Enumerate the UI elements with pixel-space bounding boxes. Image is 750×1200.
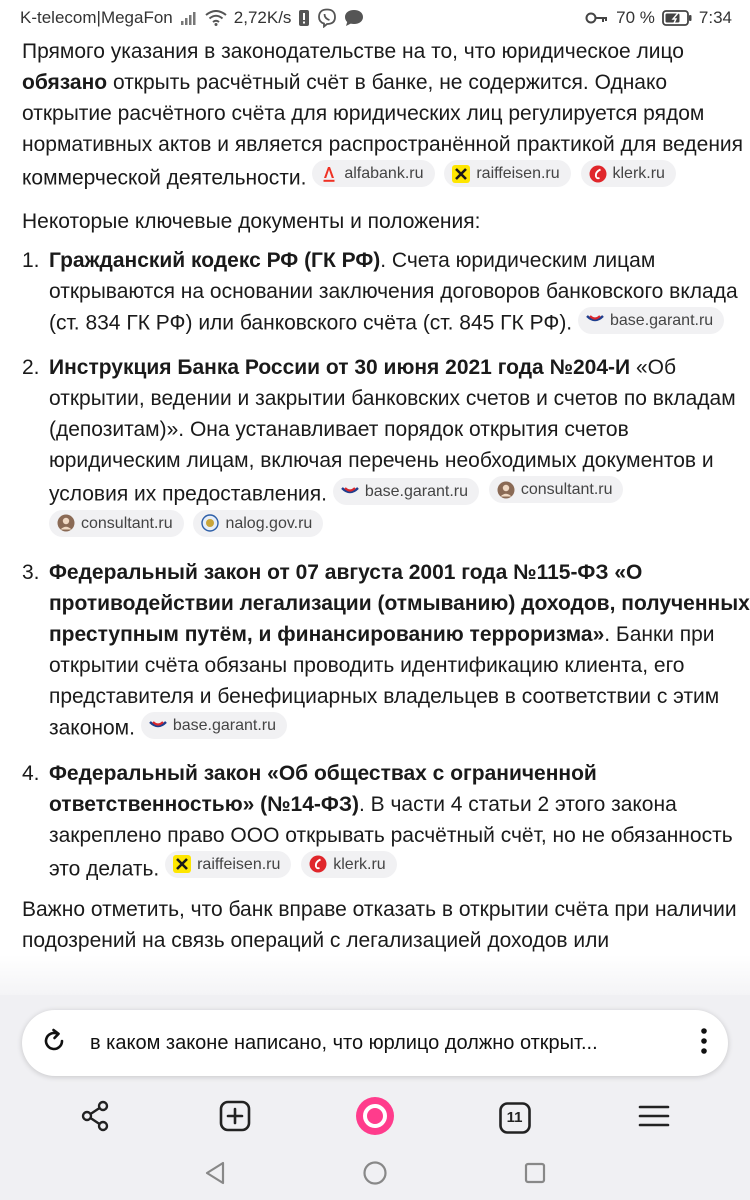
hamburger-icon bbox=[637, 1099, 671, 1138]
recents-button[interactable] bbox=[515, 1155, 555, 1195]
garant-icon bbox=[341, 483, 359, 501]
nalog-icon bbox=[201, 514, 219, 532]
query-text[interactable]: в каком законе написано, что юрлицо должно открыт... bbox=[90, 1031, 598, 1054]
source-chip-klerk[interactable]: klerk.ru bbox=[301, 851, 396, 878]
outro-paragraph: Важно отметить, что банк вправе отказать в открытии счёта при наличии подозрений на связь операций с легализацией доходов или bbox=[22, 898, 737, 952]
signal-icon bbox=[180, 10, 198, 26]
item-text: . Счета юридическим лицам открываются на основании заключения договоров банковского вклада (ст. 834 ГК РФ) или банковского счёта (ст. 845 ГК РФ). bbox=[49, 248, 738, 334]
source-chip-consultant[interactable]: consultant.ru bbox=[489, 476, 624, 503]
item-title: Гражданский кодекс РФ (ГК РФ) bbox=[49, 248, 381, 272]
source-chip-klerk[interactable]: klerk.ru bbox=[581, 160, 676, 187]
intro-text-1: Прямого указания в законодательстве на то, что юридическое лицо bbox=[22, 40, 684, 63]
key-icon bbox=[585, 11, 609, 25]
list-item bbox=[22, 758, 750, 885]
plus-square-icon bbox=[218, 1099, 252, 1138]
source-chip-garant[interactable]: base.garant.ru bbox=[141, 712, 287, 739]
documents-list bbox=[22, 245, 750, 885]
garant-icon bbox=[149, 717, 167, 735]
source-chip-garant[interactable]: base.garant.ru bbox=[578, 307, 724, 334]
alert-icon bbox=[298, 9, 310, 27]
source-chip-garant[interactable]: base.garant.ru bbox=[333, 478, 479, 505]
more-icon[interactable] bbox=[700, 1027, 708, 1060]
share-button[interactable] bbox=[66, 1088, 126, 1148]
intro-text-2: открыть расчётный счёт в банке, не содержится. Однако открытие расчётного счёта для юридических лиц регулируется рядом нормативных актов и является распространённой практикой для ведения коммерческой деятельности. bbox=[22, 71, 744, 190]
alice-button[interactable] bbox=[345, 1088, 405, 1148]
klerk-icon bbox=[309, 855, 327, 873]
alice-icon bbox=[354, 1095, 396, 1142]
raiffeisen-icon bbox=[452, 165, 470, 183]
status-bar bbox=[0, 0, 750, 36]
query-bar[interactable] bbox=[22, 1010, 728, 1076]
network-speed: 2,72K/s bbox=[233, 8, 292, 27]
raiffeisen-icon bbox=[173, 855, 191, 873]
new-tab-button[interactable] bbox=[205, 1088, 265, 1148]
source-chip-consultant[interactable]: consultant.ru bbox=[49, 510, 184, 537]
item-title: Федеральный закон от 07 августа 2001 года №115-ФЗ «О противодействии легализации (отмыванию) доходов, полученных преступным путём, и финансированию терроризма» bbox=[49, 561, 750, 646]
subheading: Некоторые ключевые документы и положения: bbox=[22, 209, 481, 233]
tabs-count: 11 bbox=[506, 1109, 523, 1126]
system-nav-bar bbox=[0, 1150, 750, 1200]
source-chip-alfabank[interactable]: alfabank.ru bbox=[312, 160, 434, 187]
item-text: . В части 4 статьи 2 этого закона закреплено право ООО открывать расчётный счёт, но не обязанность это делать. bbox=[49, 792, 733, 880]
klerk-icon bbox=[589, 165, 607, 183]
list-number: 3. bbox=[22, 561, 40, 584]
consultant-icon bbox=[57, 514, 75, 532]
item-title: Федеральный закон «Об обществах с ограниченной ответственностью» (№14-ФЗ) bbox=[49, 761, 597, 816]
list-item bbox=[22, 352, 750, 543]
clock: 7:34 bbox=[698, 8, 732, 27]
battery-icon bbox=[662, 10, 692, 26]
source-chip-raiffeisen[interactable]: raiffeisen.ru bbox=[165, 851, 291, 878]
share-icon bbox=[79, 1099, 113, 1138]
list-item bbox=[22, 557, 750, 744]
menu-button[interactable] bbox=[624, 1088, 684, 1148]
list-number: 2. bbox=[22, 356, 40, 379]
battery-percent: 70 % bbox=[616, 8, 655, 27]
source-chip-raiffeisen[interactable]: raiffeisen.ru bbox=[444, 160, 570, 187]
alfabank-icon bbox=[320, 165, 338, 183]
intro-bold: обязано bbox=[22, 71, 108, 94]
viber-icon bbox=[317, 8, 337, 28]
home-button[interactable] bbox=[355, 1155, 395, 1195]
intro-paragraph bbox=[22, 36, 750, 194]
item-text: «Об открытии, ведении и закрытии банковских счетов и счетов по вкладам (депозитам)». Она устанавливает порядок открытия счетов юридическим лицам, включая перечень необходимых документов и условия их предоставления. bbox=[49, 356, 736, 506]
back-button[interactable] bbox=[195, 1155, 235, 1195]
browser-toolbar bbox=[0, 1088, 750, 1148]
recents-square-icon bbox=[523, 1161, 547, 1190]
message-icon bbox=[344, 9, 364, 27]
consultant-icon bbox=[497, 481, 515, 499]
list-number: 4. bbox=[22, 761, 40, 785]
item-title: Инструкция Банка России от 30 июня 2021 года №204-И bbox=[49, 356, 631, 379]
source-chip-nalog[interactable]: nalog.gov.ru bbox=[193, 510, 323, 537]
answer-content bbox=[22, 36, 750, 956]
refresh-icon[interactable] bbox=[40, 1027, 68, 1060]
back-triangle-icon bbox=[203, 1160, 227, 1191]
wifi-icon bbox=[205, 10, 227, 26]
home-circle-icon bbox=[362, 1160, 388, 1191]
tabs-icon bbox=[498, 1101, 532, 1135]
garant-icon bbox=[586, 311, 604, 329]
carrier-label: K-telecom|MegaFon bbox=[20, 8, 173, 27]
tabs-button[interactable] bbox=[485, 1088, 545, 1148]
list-number: 1. bbox=[22, 248, 40, 272]
item-text: . Банки при открытии счёта обязаны проводить идентификацию клиента, его представителя и бенефициарных владельцев в соответствии с этим законом. bbox=[49, 623, 720, 740]
list-item bbox=[22, 245, 750, 339]
